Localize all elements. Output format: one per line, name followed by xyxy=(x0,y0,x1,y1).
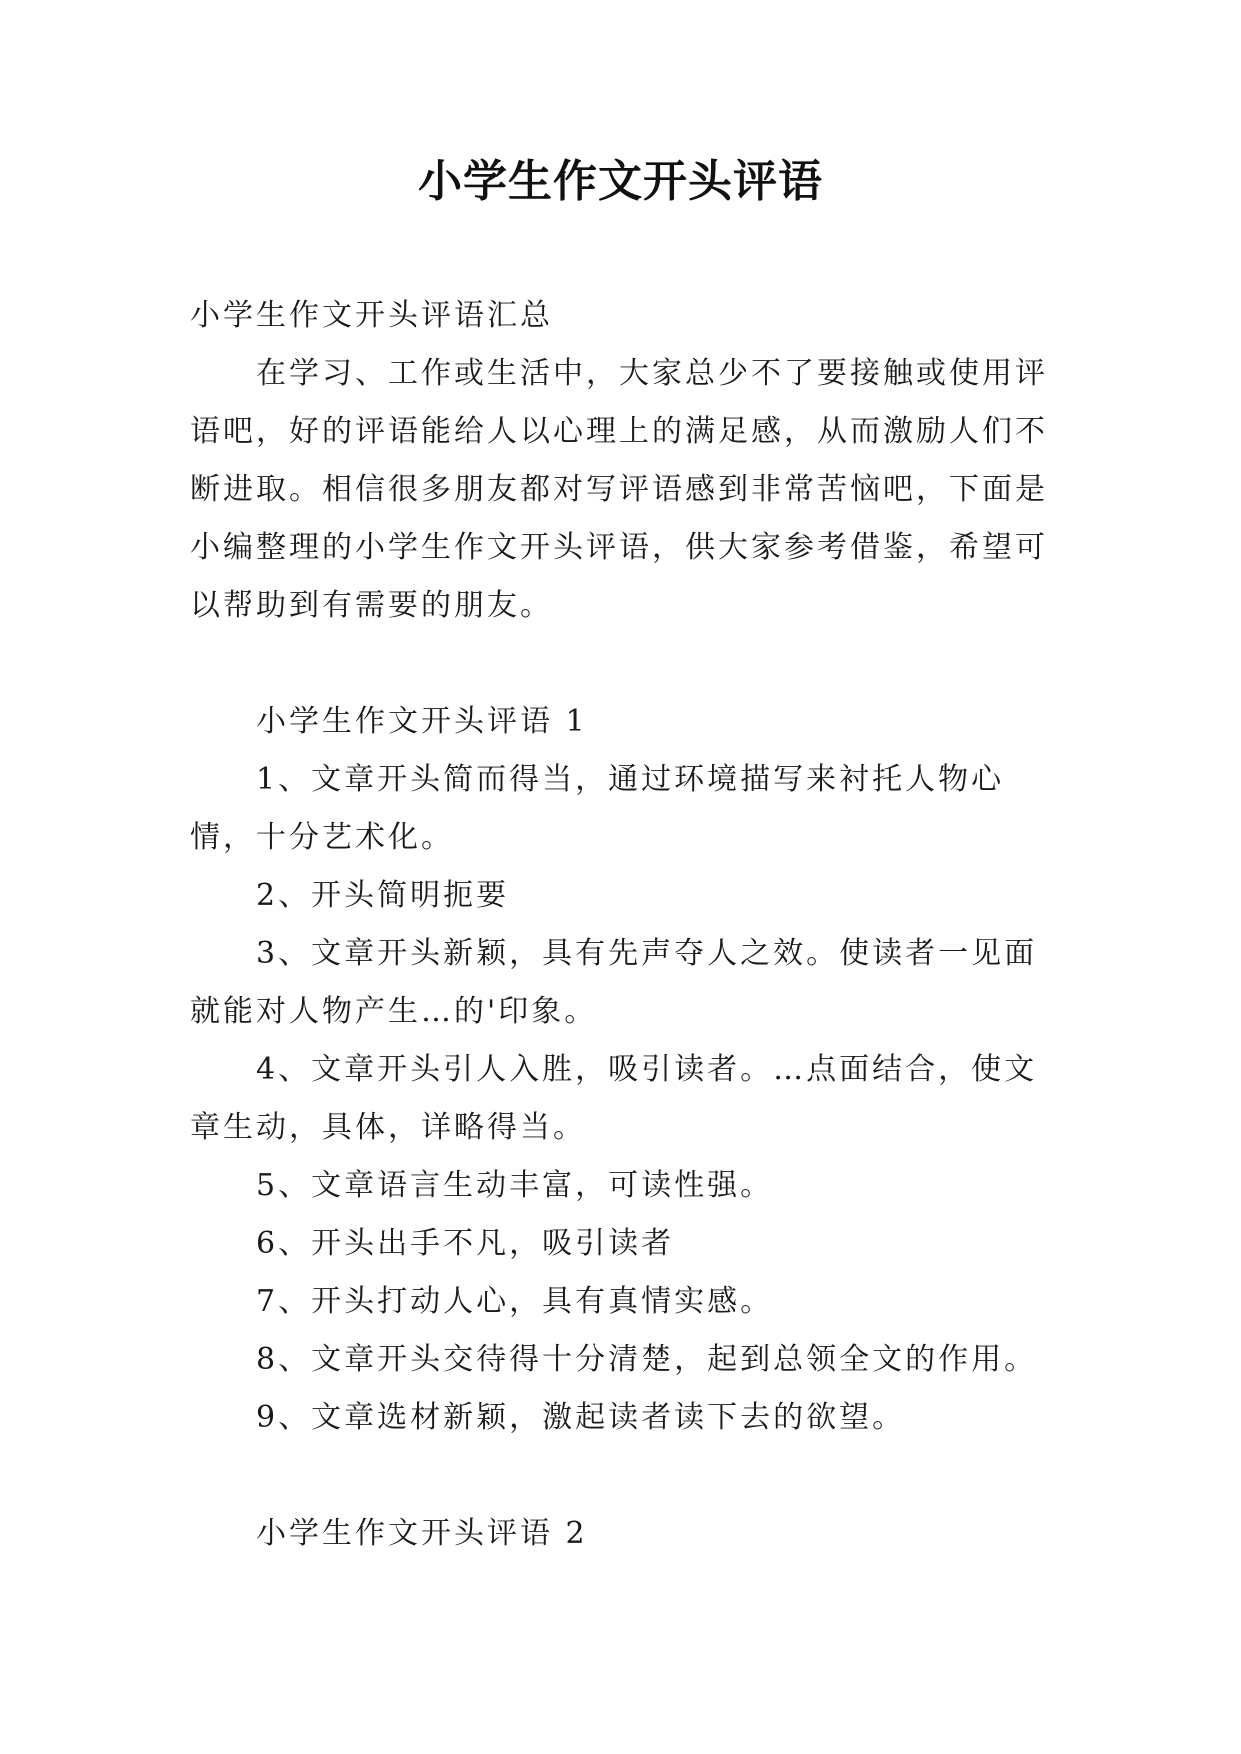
section-gap xyxy=(190,1447,1050,1505)
list-item: 7、开头打动人心，具有真情实感。 xyxy=(256,1284,774,1319)
document-body xyxy=(190,287,1050,1563)
document-subtitle: 小学生作文开头评语汇总 xyxy=(190,298,553,333)
document-title: 小学生作文开头评语 xyxy=(418,156,823,207)
list-item: 1、文章开头简而得当，通过环境描写来衬托人物心情，十分艺术化。 xyxy=(190,762,1005,855)
list-item: 3、文章开头新颖，具有先声夺人之效。使读者一见面就能对人物产生…的'印象。 xyxy=(190,936,1038,1029)
list-item: 4、文章开头引人入胜，吸引读者。…点面结合，使文章生动，具体，详略得当。 xyxy=(190,1052,1038,1145)
section-gap xyxy=(190,635,1050,693)
list-item: 5、文章语言生动丰富，可读性强。 xyxy=(256,1168,774,1203)
list-item: 9、文章选材新颖，激起读者读下去的欲望。 xyxy=(256,1400,906,1435)
section-2-heading: 小学生作文开头评语 2 xyxy=(256,1516,588,1551)
section-1-heading: 小学生作文开头评语 1 xyxy=(256,704,588,739)
list-item: 6、开头出手不凡，吸引读者 xyxy=(256,1226,675,1261)
intro-paragraph: 在学习、工作或生活中，大家总少不了要接触或使用评语吧，好的评语能给人以心理上的满足感，从而激励人们不断进取。相信很多朋友都对写评语感到非常苦恼吧，下面是小编整理的小学生作文开头评语，供大家参考借鉴，希望可以帮助到有需要的朋友。 xyxy=(190,356,1048,623)
list-item: 8、文章开头交待得十分清楚，起到总领全文的作用。 xyxy=(256,1342,1038,1377)
list-item: 2、开头简明扼要 xyxy=(256,878,510,913)
